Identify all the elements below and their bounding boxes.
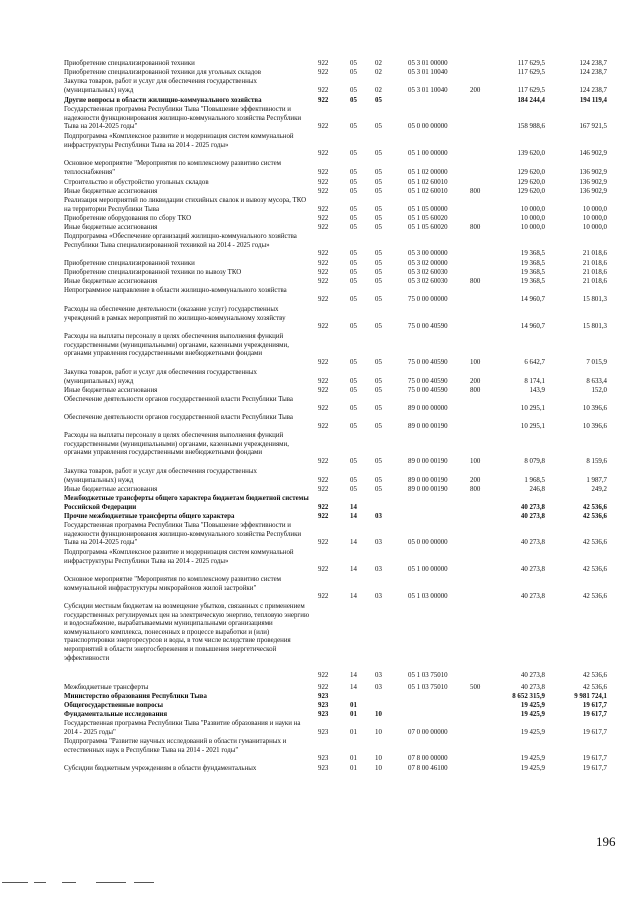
row-target-article: 75 0 00 40590 [408, 323, 448, 331]
row-subsection-code: 02 [375, 60, 382, 67]
row-amount-year2: 21 018,6 [582, 260, 607, 267]
row-amount-year1: 40 273,8 [520, 513, 545, 520]
row-name: Прочие межбюджетные трансферты общего характера [64, 513, 235, 520]
footer-rule [96, 882, 126, 883]
row-amount-year2: 146 902,9 [579, 150, 607, 158]
row-target-article: 07 8 00 46100 [408, 765, 448, 772]
row-amount-year2: 194 119,4 [579, 97, 607, 104]
row-target-article: 05 3 00 00000 [408, 250, 448, 258]
row-section-code: 05 [350, 269, 357, 276]
row-amount-year1: 10 295,1 [520, 422, 545, 430]
row-name: Субсидии бюджетным учреждениям в области фундаментальных [64, 765, 257, 772]
row-amount-year2: 7 015,9 [586, 358, 607, 366]
row-amount-year1: 19 425,9 [520, 755, 545, 763]
row-section-code: 14 [350, 684, 357, 691]
row-amount-year1: 10 000,0 [520, 224, 545, 231]
row-section-code: 05 [350, 404, 357, 412]
row-section-code: 05 [350, 205, 357, 213]
row-name: Межбюджетные трансферты [64, 684, 149, 691]
row-target-article: 89 0 00 00190 [408, 486, 448, 493]
row-subsection-code: 05 [375, 269, 382, 276]
row-ministry-code: 922 [318, 60, 329, 67]
row-subsection-code: 05 [375, 358, 382, 366]
row-amount-year1: 40 273,8 [520, 593, 545, 601]
row-ministry-code: 922 [318, 97, 329, 104]
row-amount-year2: 42 536,6 [582, 539, 607, 547]
row-name: Межбюджетные трансферты общего характера бюджетам бюджетной системы Российской Федерации [64, 495, 309, 511]
row-name: Приобретение специализированной техники [64, 60, 195, 67]
row-amount-year2: 136 902,9 [579, 168, 607, 176]
row-target-article: 05 1 05 60020 [408, 215, 448, 222]
row-subsection-code: 05 [375, 486, 382, 493]
row-name: Иные бюджетные ассигнования [64, 188, 158, 195]
row-amount-year2: 21 018,6 [582, 250, 607, 258]
row-subsection-code: 05 [375, 422, 382, 430]
row-subsection-code: 02 [375, 69, 382, 76]
row-expense-type: 800 [470, 278, 481, 285]
row-amount-year2: 15 801,3 [582, 295, 607, 303]
row-section-code: 05 [350, 60, 357, 67]
row-target-article: 89 0 00 00000 [408, 404, 448, 412]
row-section-code: 01 [350, 765, 357, 772]
row-amount-year1: 1 968,5 [524, 476, 545, 484]
row-expense-type: 800 [470, 486, 481, 493]
row-target-article: 05 1 00 00000 [408, 566, 448, 574]
row-name: Расходы на выплаты персоналу в целях обеспечения выполнения функций государственными (муниципальными) органами, казенными учреждениями, органами управления государственными внебюджетными фондами [64, 333, 289, 358]
row-name: Обеспечение деятельности органов государственной власти Республики Тыва [64, 396, 293, 403]
row-amount-year1: 158 988,6 [517, 123, 545, 131]
row-section-code: 05 [350, 123, 357, 131]
row-subsection-code: 03 [375, 566, 382, 574]
row-subsection-code: 03 [375, 671, 382, 679]
row-amount-year2: 10 000,0 [582, 205, 607, 213]
row-amount-year1: 14 960,7 [520, 323, 545, 331]
row-amount-year2: 19 617,7 [582, 728, 607, 736]
row-section-code: 05 [350, 188, 357, 195]
row-target-article: 05 0 00 00000 [408, 539, 448, 547]
row-amount-year2: 136 902,9 [579, 188, 607, 195]
row-target-article: 75 0 00 40590 [408, 377, 448, 385]
row-subsection-code: 05 [375, 168, 382, 176]
row-amount-year2: 10 396,6 [582, 404, 607, 412]
row-target-article: 05 1 02 60010 [408, 179, 448, 186]
row-name: Строительство и обустройство угольных складов [64, 179, 209, 186]
row-name: Иные бюджетные ассигнования [64, 278, 158, 285]
row-ministry-code: 922 [318, 250, 329, 258]
row-name: Другие вопросы в области жилищно-коммунального хозяйства [64, 97, 262, 104]
row-subsection-code: 05 [375, 205, 382, 213]
row-ministry-code: 922 [318, 387, 329, 394]
row-ministry-code: 922 [318, 295, 329, 303]
row-amount-year1: 19 425,9 [520, 765, 545, 772]
row-amount-year2: 42 536,6 [582, 566, 607, 574]
row-name: Подпрограмма «Комплексное развитие и модернизация систем коммунальной инфраструктуры Республики Тыва на 2014 - 2025 годы» [64, 133, 294, 149]
row-section-code: 05 [350, 260, 357, 267]
row-amount-year2: 10 000,0 [582, 215, 607, 222]
row-target-article: 05 3 01 10040 [408, 86, 448, 94]
row-amount-year2: 8 159,6 [586, 457, 607, 465]
row-section-code: 14 [350, 566, 357, 574]
row-amount-year1: 117 629,5 [517, 86, 545, 94]
row-amount-year1: 117 629,5 [517, 60, 545, 67]
row-ministry-code: 923 [318, 693, 329, 700]
row-amount-year1: 19 425,9 [520, 702, 545, 709]
row-subsection-code: 05 [375, 260, 382, 267]
row-name: Государственная программа Республики Тыва "Развитие образования и науки на 2014 - 2025 годы" [64, 720, 301, 736]
row-ministry-code: 923 [318, 728, 329, 736]
row-target-article: 05 3 02 00000 [408, 260, 448, 267]
row-section-code: 05 [350, 457, 357, 465]
row-target-article: 75 0 00 40590 [408, 387, 448, 394]
row-name: Закупка товаров, работ и услуг для обеспечения государственных (муниципальных) нужд [64, 468, 257, 484]
row-amount-year1: 10 000,0 [520, 205, 545, 213]
row-ministry-code: 922 [318, 69, 329, 76]
row-section-code: 01 [350, 728, 357, 736]
row-amount-year2: 19 617,7 [582, 765, 607, 772]
row-amount-year2: 42 536,6 [582, 593, 607, 601]
row-section-code: 05 [350, 86, 357, 94]
row-subsection-code: 10 [375, 765, 382, 772]
row-subsection-code: 03 [375, 684, 382, 691]
row-section-code: 05 [350, 422, 357, 430]
row-subsection-code: 05 [375, 476, 382, 484]
row-ministry-code: 922 [318, 486, 329, 493]
row-name: Государственная программа Республики Тыва "Повышение эффективности и надежности функционирования жилищно-коммунального хозяйства Республики Тыва на 2014-2025 годы" [64, 522, 302, 547]
row-amount-year2: 15 801,3 [582, 323, 607, 331]
row-amount-year1: 129 620,0 [517, 179, 545, 186]
row-amount-year2: 1 987,7 [586, 476, 607, 484]
row-subsection-code: 05 [375, 224, 382, 231]
row-section-code: 05 [350, 215, 357, 222]
row-amount-year1: 19 425,9 [520, 711, 545, 718]
row-ministry-code: 922 [318, 684, 329, 691]
row-subsection-code: 05 [375, 179, 382, 186]
row-target-article: 05 1 05 00000 [408, 205, 448, 213]
row-ministry-code: 923 [318, 765, 329, 772]
row-ministry-code: 922 [318, 224, 329, 231]
row-section-code: 05 [350, 250, 357, 258]
row-target-article: 89 0 00 00190 [408, 457, 448, 465]
row-target-article: 05 1 03 75010 [408, 684, 448, 691]
footer-rule [62, 882, 76, 883]
row-ministry-code: 922 [318, 503, 329, 511]
row-amount-year1: 19 368,5 [520, 260, 545, 267]
row-expense-type: 800 [470, 188, 481, 195]
row-amount-year1: 19 368,5 [520, 269, 545, 276]
row-expense-type: 800 [470, 224, 481, 231]
row-ministry-code: 922 [318, 215, 329, 222]
row-amount-year2: 42 536,6 [582, 513, 607, 520]
row-ministry-code: 922 [318, 513, 329, 520]
row-ministry-code: 923 [318, 755, 329, 763]
row-amount-year2: 124 238,7 [579, 86, 607, 94]
row-section-code: 05 [350, 179, 357, 186]
row-target-article: 05 3 01 00000 [408, 60, 448, 67]
row-subsection-code: 05 [375, 323, 382, 331]
row-expense-type: 500 [470, 684, 481, 691]
row-expense-type: 200 [470, 86, 481, 94]
row-subsection-code: 03 [375, 539, 382, 547]
row-name: Иные бюджетные ассигнования [64, 224, 158, 231]
row-ministry-code: 923 [318, 711, 329, 718]
row-amount-year2: 152,0 [591, 387, 607, 394]
row-section-code: 05 [350, 476, 357, 484]
row-expense-type: 200 [470, 476, 481, 484]
row-subsection-code: 10 [375, 728, 382, 736]
row-expense-type: 100 [470, 457, 481, 465]
row-section-code: 14 [350, 539, 357, 547]
row-target-article: 89 0 00 00190 [408, 476, 448, 484]
row-subsection-code: 03 [375, 513, 382, 520]
row-target-article: 05 3 01 10040 [408, 69, 448, 76]
row-amount-year2: 42 536,6 [582, 503, 607, 511]
row-amount-year2: 21 018,6 [582, 278, 607, 285]
row-subsection-code: 05 [375, 215, 382, 222]
row-section-code: 05 [350, 150, 357, 158]
row-ministry-code: 922 [318, 179, 329, 186]
row-amount-year1: 143,9 [529, 387, 545, 394]
footer-rule [134, 882, 154, 883]
row-amount-year1: 10 000,0 [520, 215, 545, 222]
row-ministry-code: 922 [318, 358, 329, 366]
row-amount-year1: 40 273,8 [520, 539, 545, 547]
row-section-code: 05 [350, 387, 357, 394]
row-name: Расходы на обеспечение деятельности (оказание услуг) государственных учреждений в рамках мероприятий по жилищно-коммунальному хозяйству [64, 306, 286, 322]
row-name: Министерство образования Республики Тыва [64, 693, 207, 700]
row-subsection-code: 05 [375, 123, 382, 131]
row-amount-year2: 124 238,7 [579, 69, 607, 76]
row-section-code: 01 [350, 702, 357, 709]
row-amount-year1: 40 273,8 [520, 671, 545, 679]
row-ministry-code: 922 [318, 205, 329, 213]
row-amount-year2: 10 000,0 [582, 224, 607, 231]
row-subsection-code: 05 [375, 97, 382, 104]
row-name: Обеспечение деятельности органов государственной власти Республики Тыва [64, 414, 293, 421]
row-expense-type: 200 [470, 377, 481, 385]
row-name: Фундаментальные исследования [64, 711, 168, 718]
row-section-code: 14 [350, 503, 357, 511]
row-section-code: 05 [350, 377, 357, 385]
row-section-code: 01 [350, 711, 357, 718]
row-amount-year1: 40 273,8 [520, 566, 545, 574]
row-ministry-code: 922 [318, 123, 329, 131]
row-section-code: 14 [350, 671, 357, 679]
row-amount-year1: 8 174,1 [524, 377, 545, 385]
page-number: 196 [596, 834, 616, 849]
row-amount-year1: 19 425,9 [520, 728, 545, 736]
row-ministry-code: 922 [318, 86, 329, 94]
row-subsection-code: 05 [375, 457, 382, 465]
row-amount-year1: 19 368,5 [520, 250, 545, 258]
row-name: Реализация мероприятий по ликвидации стихийных свалок и вывозу мусора, ТКО на территории Республики Тыва [64, 197, 307, 213]
row-section-code: 05 [350, 168, 357, 176]
row-ministry-code: 922 [318, 260, 329, 267]
row-section-code: 01 [350, 755, 357, 763]
row-target-article: 05 1 03 75010 [408, 671, 448, 679]
row-name: Приобретение специализированной техники [64, 260, 195, 267]
row-amount-year1: 129 620,0 [517, 188, 545, 195]
row-target-article: 75 0 00 40590 [408, 358, 448, 366]
row-name: Непрограммное направление в области жилищно-коммунального хозяйства [64, 287, 287, 294]
row-target-article: 07 8 00 00000 [408, 755, 448, 763]
row-amount-year2: 42 536,6 [582, 684, 607, 691]
row-ministry-code: 922 [318, 457, 329, 465]
row-subsection-code: 05 [375, 387, 382, 394]
row-section-code: 14 [350, 593, 357, 601]
row-amount-year1: 246,8 [529, 486, 545, 493]
row-subsection-code: 05 [375, 150, 382, 158]
row-amount-year1: 6 642,7 [524, 358, 545, 366]
row-ministry-code: 922 [318, 671, 329, 679]
row-amount-year2: 124 238,7 [579, 60, 607, 67]
footer-rule [2, 882, 28, 883]
row-amount-year1: 184 244,4 [517, 97, 545, 104]
row-name: Расходы на выплаты персоналу в целях обеспечения выполнения функций государственными (муниципальными) органами, казенными учреждениями, органами управления государственными внебюджетными фондами [64, 432, 289, 457]
row-subsection-code: 05 [375, 250, 382, 258]
row-subsection-code: 05 [375, 188, 382, 195]
row-name: Подпрограмма "Развитие научных исследований в области гуманитарных и естественных наук в Республике Тыва на 2014 - 2021 годы" [64, 738, 287, 754]
row-ministry-code: 922 [318, 539, 329, 547]
row-name: Субсидии местным бюджетам на возмещение убытков, связанных с применением государственных регулируемых цен на электрическую энергию, тепловую энергию и водоснабжение, вырабатываемыми муниципальными организациями коммунального комплекса, понесенных в процессе выработки и (или) транспортировки энергоресурсов и воды, в том числе вследствие проведения мероприятий в области энергосбережения и повышения энергетической эффективности [64, 603, 310, 662]
row-section-code: 05 [350, 486, 357, 493]
row-subsection-code: 05 [375, 295, 382, 303]
row-name: Основное мероприятие "Мероприятия по комплексному развитию систем коммунальной инфраструктуры микрорайонов жилой застройки" [64, 576, 282, 592]
footer-rule [34, 882, 46, 883]
row-amount-year2: 21 018,6 [582, 269, 607, 276]
row-name: Основное мероприятие "Мероприятия по комплексному развитию систем теплоснабжения" [64, 160, 282, 176]
row-subsection-code: 05 [375, 278, 382, 285]
row-amount-year2: 19 617,7 [582, 702, 607, 709]
row-name: Общегосударственные вопросы [64, 702, 163, 709]
row-amount-year2: 8 633,4 [586, 377, 607, 385]
row-ministry-code: 922 [318, 323, 329, 331]
row-target-article: 07 0 00 00000 [408, 728, 448, 736]
row-name: Приобретение оборудования по сбору ТКО [64, 215, 192, 222]
row-name: Государственная программа Республики Тыва "Повышение эффективности и надежности функционирования жилищно-коммунального хозяйства Республики Тыва на 2014-2025 годы" [64, 106, 302, 131]
row-name: Приобретение специализированной техники по вывозу ТКО [64, 269, 242, 276]
row-name: Иные бюджетные ассигнования [64, 486, 158, 493]
row-name: Приобретение специализированной техники для угольных складов [64, 69, 261, 76]
row-amount-year1: 40 273,8 [520, 684, 545, 691]
row-amount-year1: 129 620,0 [517, 168, 545, 176]
row-section-code: 05 [350, 224, 357, 231]
row-target-article: 89 0 00 00190 [408, 422, 448, 430]
row-section-code: 05 [350, 323, 357, 331]
row-expense-type: 100 [470, 358, 481, 366]
row-target-article: 05 3 02 60030 [408, 269, 448, 276]
row-target-article: 05 0 00 00000 [408, 123, 448, 131]
row-ministry-code: 922 [318, 168, 329, 176]
row-ministry-code: 922 [318, 188, 329, 195]
row-target-article: 05 3 02 60030 [408, 278, 448, 285]
row-section-code: 05 [350, 295, 357, 303]
row-target-article: 05 1 05 60020 [408, 224, 448, 231]
row-name: Закупка товаров, работ и услуг для обеспечения государственных (муниципальных) нужд [64, 369, 257, 385]
row-amount-year1: 14 960,7 [520, 295, 545, 303]
row-section-code: 05 [350, 278, 357, 285]
row-target-article: 05 1 00 00000 [408, 150, 448, 158]
row-name: Иные бюджетные ассигнования [64, 387, 158, 394]
row-amount-year2: 42 536,6 [582, 671, 607, 679]
row-amount-year2: 249,2 [591, 486, 607, 493]
row-target-article: 05 1 03 00000 [408, 593, 448, 601]
row-ministry-code: 922 [318, 422, 329, 430]
row-expense-type: 800 [470, 387, 481, 394]
row-ministry-code: 922 [318, 593, 329, 601]
row-amount-year1: 8 652 315,9 [512, 693, 545, 700]
row-amount-year1: 10 295,1 [520, 404, 545, 412]
row-ministry-code: 923 [318, 702, 329, 709]
row-target-article: 05 1 02 00000 [408, 168, 448, 176]
row-subsection-code: 02 [375, 86, 382, 94]
row-name: Подпрограмма «Обеспечение организаций жилищно-коммунального хозяйства Республики Тыва специализированной техникой на 2014 - 2025 годы» [64, 233, 297, 249]
row-subsection-code: 10 [375, 711, 382, 718]
row-ministry-code: 922 [318, 566, 329, 574]
row-name: Закупка товаров, работ и услуг для обеспечения государственных (муниципальных) нужд [64, 78, 257, 94]
row-ministry-code: 922 [318, 269, 329, 276]
row-subsection-code: 03 [375, 593, 382, 601]
row-amount-year1: 117 629,5 [517, 69, 545, 76]
row-amount-year1: 139 620,0 [517, 150, 545, 158]
row-subsection-code: 05 [375, 377, 382, 385]
row-ministry-code: 922 [318, 404, 329, 412]
row-ministry-code: 922 [318, 476, 329, 484]
row-amount-year2: 19 617,7 [582, 755, 607, 763]
row-subsection-code: 10 [375, 755, 382, 763]
row-amount-year1: 8 079,8 [524, 457, 545, 465]
row-amount-year1: 40 273,8 [520, 503, 545, 511]
row-amount-year2: 167 921,5 [579, 123, 607, 131]
row-section-code: 05 [350, 358, 357, 366]
row-section-code: 05 [350, 69, 357, 76]
row-target-article: 05 1 02 60010 [408, 188, 448, 195]
row-ministry-code: 922 [318, 377, 329, 385]
row-amount-year2: 136 902,9 [579, 179, 607, 186]
row-section-code: 14 [350, 513, 357, 520]
row-target-article: 75 0 00 00000 [408, 295, 448, 303]
row-amount-year2: 10 396,6 [582, 422, 607, 430]
row-amount-year2: 9 981 724,1 [574, 693, 607, 700]
row-section-code: 05 [350, 97, 357, 104]
row-subsection-code: 05 [375, 404, 382, 412]
row-name: Подпрограмма «Комплексное развитие и модернизация систем коммунальной инфраструктуры Республики Тыва на 2014 - 2025 годы» [64, 549, 294, 565]
row-amount-year2: 19 617,7 [582, 711, 607, 718]
row-ministry-code: 922 [318, 278, 329, 285]
row-ministry-code: 922 [318, 150, 329, 158]
row-amount-year1: 19 368,5 [520, 278, 545, 285]
